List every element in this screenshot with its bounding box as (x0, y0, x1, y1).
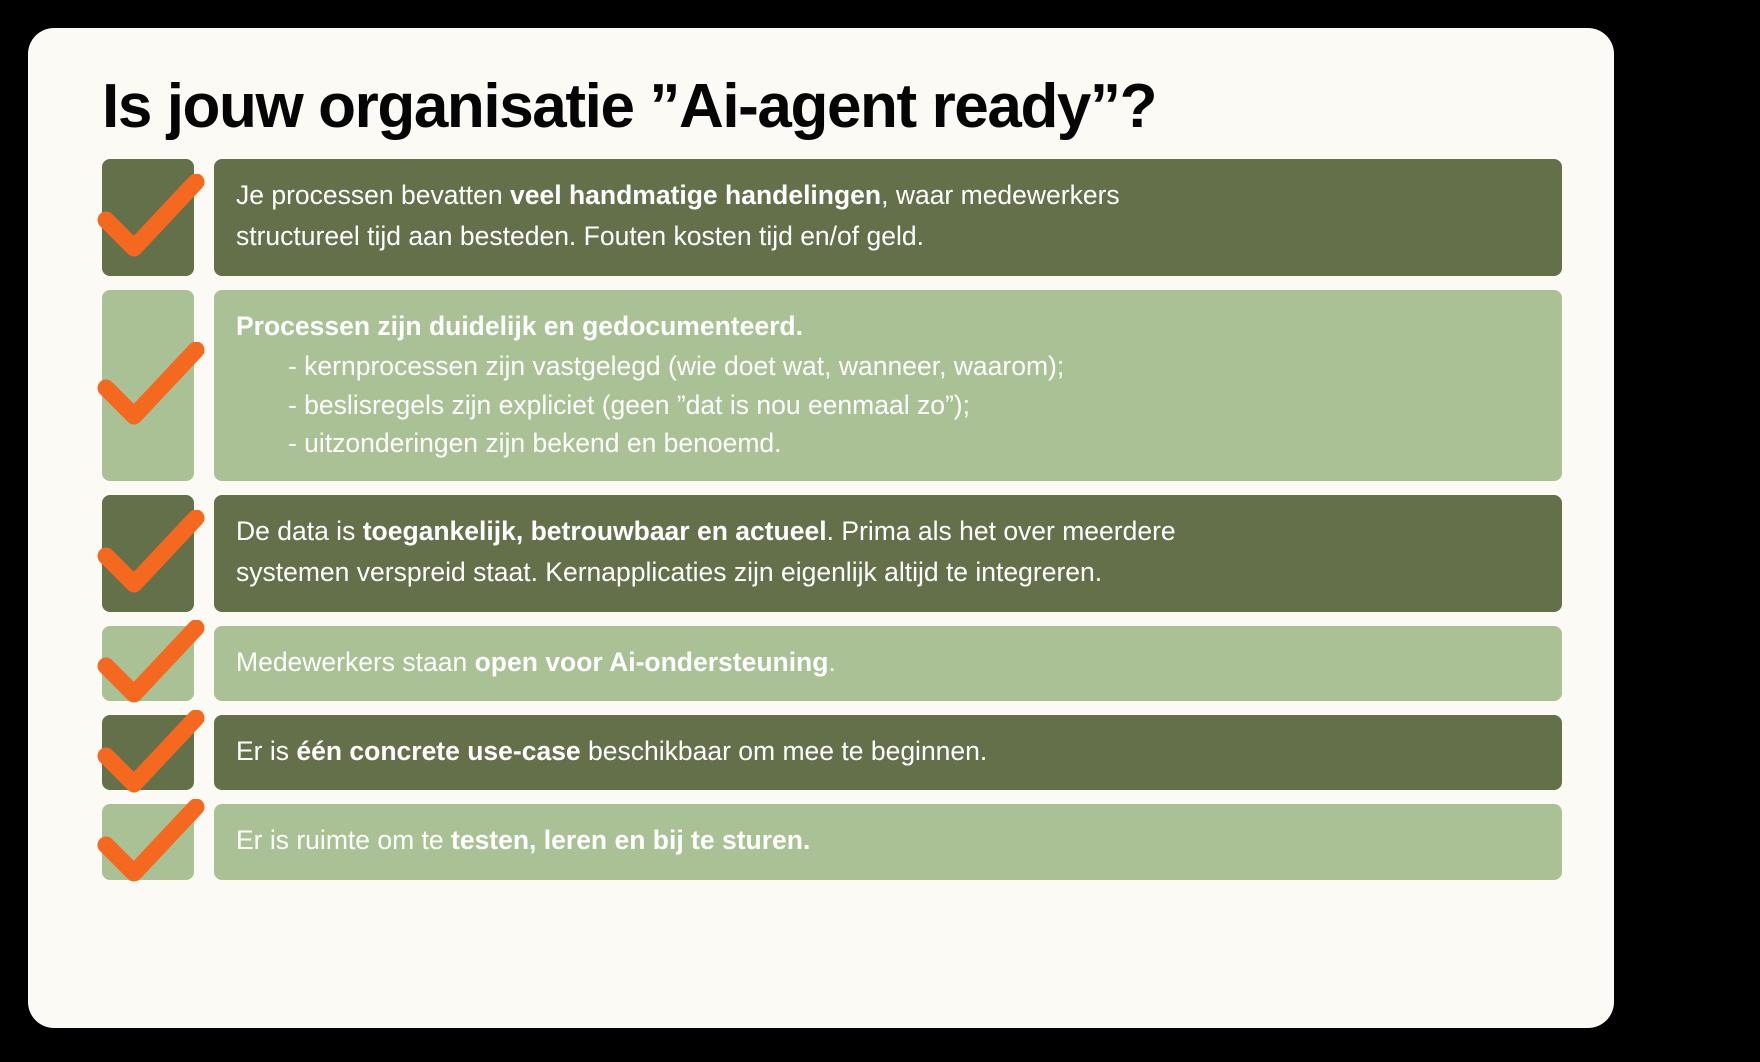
check-icon (96, 799, 208, 885)
text-line (236, 306, 1540, 347)
plain-text: systemen verspreid staat. Kernapplicaties zijn eigenlijk altijd te integreren. (236, 557, 1103, 588)
checkbox-6[interactable] (102, 804, 194, 879)
checklist-row (102, 495, 1562, 612)
plain-text: Er is ruimte om te (236, 825, 451, 856)
checklist-item-text (214, 495, 1562, 612)
emphasis-text: één concrete use-case (296, 735, 581, 766)
emphasis-text: veel handmatige handelingen (510, 179, 882, 210)
text-line (236, 820, 1540, 861)
plain-text: Er is (236, 735, 297, 766)
checklist-item-text (214, 804, 1562, 879)
text-line (236, 175, 1540, 216)
emphasis-text: testen, leren en bij te sturen. (451, 825, 811, 856)
checklist-row (102, 715, 1562, 790)
checklist-row (102, 804, 1562, 879)
plain-text: . Prima als het over meerdere (826, 516, 1176, 546)
emphasis-text: toegankelijk, betrouwbaar en actueel (362, 516, 827, 546)
checkbox-2[interactable] (102, 290, 194, 481)
checklist-item-text (214, 715, 1562, 790)
sub-list (236, 347, 1540, 463)
text-line (236, 731, 1540, 772)
sub-list-item: - beslisregels zijn expliciet (geen ”dat is nou eenmaal zo”); (288, 389, 970, 420)
plain-text: , waar medewerkers (881, 179, 1120, 210)
check-icon (96, 174, 208, 260)
checklist-row (102, 159, 1562, 276)
emphasis-text: open voor Ai-ondersteuning (474, 646, 829, 677)
plain-text: Medewerkers staan (236, 646, 475, 677)
plain-text: De data is (236, 516, 363, 546)
checklist-row (102, 290, 1562, 481)
checklist-item-text (214, 290, 1562, 481)
text-line (236, 216, 1540, 257)
check-icon (96, 342, 208, 428)
checklist-item-text (214, 159, 1562, 276)
checklist-card (28, 28, 1614, 1028)
text-line (236, 552, 1540, 593)
check-icon (96, 510, 208, 596)
checklist-rows (102, 159, 1562, 880)
checkbox-4[interactable] (102, 626, 194, 701)
check-icon (96, 620, 208, 706)
plain-text: Je processen bevatten (236, 179, 511, 210)
checkbox-5[interactable] (102, 715, 194, 790)
check-icon (96, 710, 208, 796)
sub-list-item: - uitzonderingen zijn bekend en benoemd. (288, 428, 782, 459)
checklist-row (102, 626, 1562, 701)
plain-text: . (828, 646, 836, 677)
checkbox-3[interactable] (102, 495, 194, 612)
plain-text: structureel tijd aan besteden. Fouten kosten tijd en/of geld. (236, 221, 924, 252)
text-line (236, 642, 1540, 683)
text-line (236, 511, 1540, 552)
checklist-item-text (214, 626, 1562, 701)
page-title: Is jouw organisatie ”Ai-agent ready”? (102, 72, 1157, 141)
sub-list-item: - kernprocessen zijn vastgelegd (wie doet wat, wanneer, waarom); (288, 350, 1065, 381)
emphasis-text: Processen zijn duidelijk en gedocumenteerd. (236, 310, 803, 341)
checkbox-1[interactable] (102, 159, 194, 276)
plain-text: beschikbaar om mee te beginnen. (580, 735, 988, 766)
